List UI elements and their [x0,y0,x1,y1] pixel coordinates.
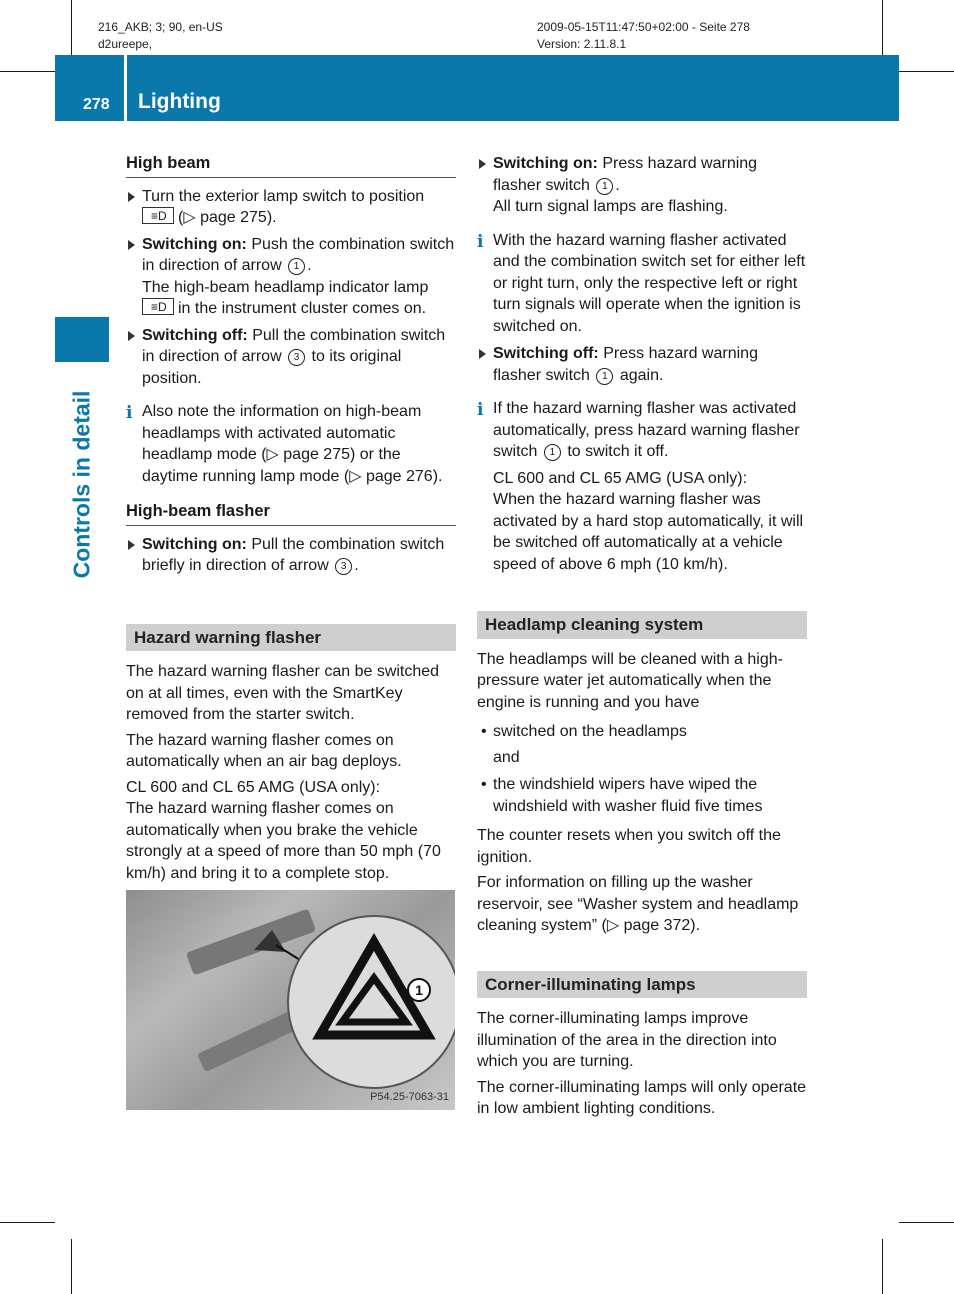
meta-line: Version: 2.11.8.1 [537,37,627,51]
page-number: 278 [83,96,110,113]
crop-mark [0,1222,55,1223]
info-icon: i [126,403,133,423]
step-note: The high-beam headlamp indicator lamp [142,278,429,296]
callout-number-icon: 3 [288,349,305,366]
arrow-icon [128,192,135,202]
crop-mark [899,1222,954,1223]
info-text: CL 600 and CL 65 AMG (USA only): [493,469,748,487]
callout-label: 1 [415,982,423,998]
step-text: Press hazard warning flasher switch [493,155,758,194]
step [477,343,807,386]
hazard-switch-illustration [126,890,455,1110]
side-tab-text: Controls in detail [68,390,95,578]
side-tab-label [57,374,107,594]
step-text: . [615,176,620,194]
heading-corner-illuminating-lamps: Corner-illuminating lamps [477,971,807,999]
bullet-icon: • [481,723,487,740]
callout-number-icon: 3 [335,558,352,575]
heading-high-beam-flasher: High-beam flasher [126,501,456,526]
side-tab-marker [55,317,109,362]
crop-mark [71,0,72,55]
step-text: Push the combination switch in direction of arrow [142,235,455,274]
step-label: Switching on: [142,535,247,553]
info-text: When the hazard warning flasher was activated by a hard stop automatically, it will be switched off automatically at a vehicle speed of above 6 mph (10 km/h). [493,491,804,573]
right-column [477,153,807,1124]
info-note [126,401,456,487]
step-text: again. [619,366,664,384]
print-meta-left [98,19,223,53]
step-label: Switching on: [142,235,247,253]
callout-number-icon: 1 [288,258,305,275]
page-ref: (▷ page 275). [178,209,277,226]
section-title: Lighting [138,90,221,113]
conjunction: and [493,748,520,766]
meta-line: d2ureepe, [98,37,153,51]
info-note [477,230,807,338]
arrow-icon [128,331,135,341]
info-text: Also note the information on high-beam headlamps with activated automatic headlamp mode (▷ page 275) or the daytime running lamp mode (▷ page 276). [142,403,443,485]
heading-hazard-warning-flasher: Hazard warning flasher [126,624,456,652]
list-item [477,774,807,817]
step [477,153,807,218]
paragraph: The corner-illuminating lamps improve illumination of the area in the direction into which you are turning. [477,1010,777,1070]
heading-high-beam: High beam [126,153,456,178]
step [126,534,456,577]
info-icon: i [477,400,484,420]
list-item-text: the windshield wipers have wiped the windshield with washer fluid five times [493,776,763,815]
step-note: All turn signal lamps are flashing. [493,198,728,215]
arrow-icon [479,349,486,359]
callout-number-icon: 1 [544,444,561,461]
hazard-switch-photo [126,890,455,1110]
crop-mark [0,71,55,72]
step-note: in the instrument cluster comes on. [178,300,427,317]
header-divider [124,55,127,121]
high-beam-symbol-icon [142,207,174,224]
step-text: . [307,257,312,274]
crop-mark [71,1239,72,1294]
meta-line: 2009-05-15T11:47:50+02:00 - Seite 278 [537,20,750,34]
high-beam-symbol-icon [142,298,174,315]
crop-mark [899,71,954,72]
step [126,325,456,390]
arrow-icon [128,540,135,550]
callout-number-icon: 1 [596,368,613,385]
arrow-icon [479,159,486,169]
bullet-icon: • [481,776,487,793]
paragraph: For information on filling up the washer reservoir, see “Washer system and headlamp cleaning system” (▷ page 372). [477,874,799,934]
paragraph-line: CL 600 and CL 65 AMG (USA only): [126,778,381,796]
crop-mark [882,0,883,55]
list-item [477,721,807,743]
step-text: Turn the exterior lamp switch to position [142,187,425,205]
step [126,234,456,320]
meta-line: 216_AKB; 3; 90, en-US [98,20,223,34]
step-text: Press hazard warning flasher switch [493,345,758,384]
paragraph: The headlamps will be cleaned with a high-pressure water jet automatically when the engine is running and you have [477,650,783,711]
info-text: to switch it off. [567,443,669,460]
step-text: to its original position. [142,348,402,387]
arrow-icon [128,240,135,250]
step-label: Switching off: [142,326,248,344]
step-text: Pull the combination switch briefly in direction of arrow [142,535,445,574]
print-meta-right [537,19,750,53]
step-text: . [354,557,359,574]
crop-mark [882,1239,883,1294]
paragraph: The hazard warning flasher can be switched on at all times, even with the SmartKey removed from the starter switch. [126,663,440,723]
info-text: With the hazard warning flasher activated and the combination switch set for either left or right turn, only the respective left or right turn signals will operate when the ignition is switched on. [493,231,806,335]
heading-headlamp-cleaning: Headlamp cleaning system [477,611,807,639]
paragraph-line: The hazard warning flasher comes on automatically when you brake the vehicle strongly at a speed of more than 50 mph (70 km/h) and bring it to a complete stop. [126,800,441,882]
list-item-text: switched on the headlamps [493,723,687,740]
info-text: If the hazard warning flasher was activated automatically, press hazard warning flasher switch [493,400,800,460]
paragraph: The counter resets when you switch off the ignition. [477,827,781,866]
paragraph: The hazard warning flasher comes on automatically when an air bag deploys. [126,731,402,770]
callout-number-icon: 1 [596,178,613,195]
figure-caption: P54.25-7063-31 [370,1090,449,1103]
left-column [126,153,456,1110]
info-note [477,398,807,575]
step [126,186,456,229]
paragraph: The corner-illuminating lamps will only operate in low ambient lighting conditions. [477,1078,807,1117]
step-label: Switching off: [493,345,599,362]
step-text: Pull the combination switch in direction of arrow [142,326,446,365]
info-icon: i [477,231,484,252]
paragraph [126,777,456,885]
step-label: Switching on: [493,155,598,172]
